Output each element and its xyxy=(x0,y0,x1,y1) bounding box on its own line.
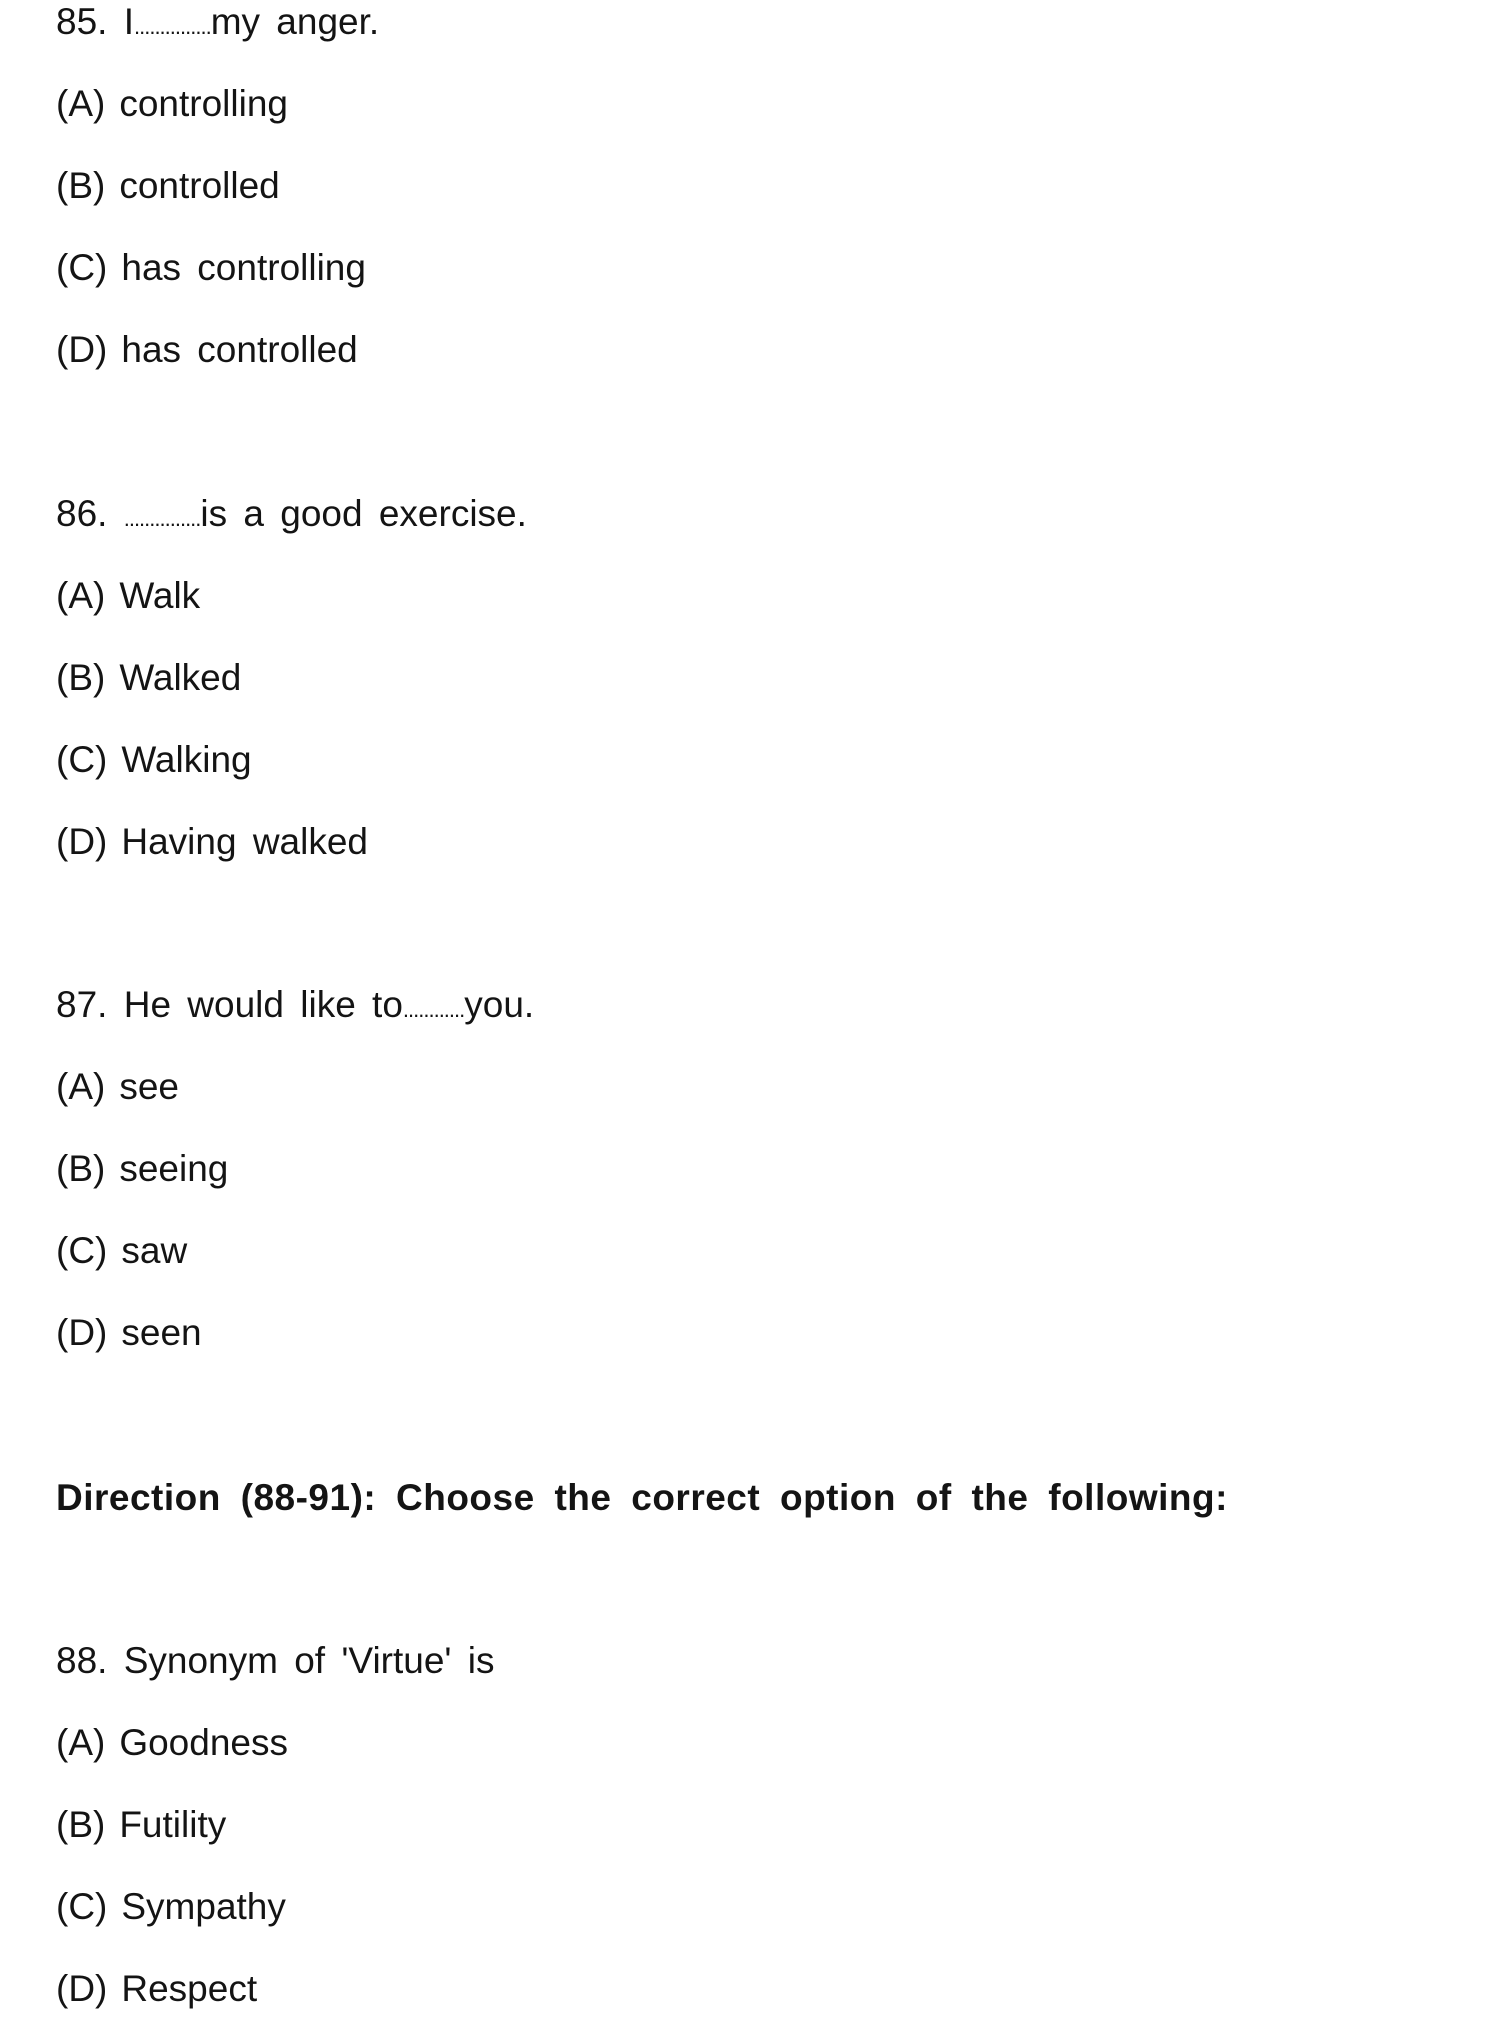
direction-heading: Direction (88-91): Choose the correct option of the following: xyxy=(56,1477,1228,1518)
question-pre: He would like to xyxy=(123,984,403,1025)
option-label: (C) xyxy=(56,1886,108,1927)
option-text: saw xyxy=(121,1230,188,1271)
option-label: (B) xyxy=(56,1804,106,1845)
option-label: (B) xyxy=(56,165,106,206)
question-pre: Synonym of 'Virtue' is xyxy=(123,1640,495,1681)
question-post: my anger. xyxy=(210,1,380,42)
option-text: controlled xyxy=(119,165,280,206)
answer-option xyxy=(56,820,368,864)
question-blank: ............... xyxy=(134,14,211,39)
answer-option xyxy=(56,738,252,782)
answer-option xyxy=(56,1721,288,1765)
option-text: Walking xyxy=(121,739,252,780)
option-text: seeing xyxy=(119,1148,229,1189)
option-label: (C) xyxy=(56,739,108,780)
answer-option xyxy=(56,1967,257,2011)
option-text: seen xyxy=(121,1312,202,1353)
answer-option xyxy=(56,656,241,700)
option-label: (A) xyxy=(56,1722,106,1763)
answer-option xyxy=(56,1311,202,1355)
question-stem xyxy=(56,1639,494,1688)
question-number: 87. xyxy=(56,984,108,1025)
option-label: (A) xyxy=(56,83,106,124)
question-blank: ............... xyxy=(123,506,201,531)
option-text: has controlling xyxy=(121,247,366,288)
option-text: controlling xyxy=(119,83,288,124)
option-text: Walk xyxy=(119,575,201,616)
answer-option xyxy=(56,328,358,372)
option-text: Respect xyxy=(121,1968,258,2009)
option-text: Goodness xyxy=(119,1722,288,1763)
question-number: 88. xyxy=(56,1640,108,1681)
option-label: (D) xyxy=(56,821,108,862)
option-label: (D) xyxy=(56,1968,108,2009)
option-label: (C) xyxy=(56,247,108,288)
answer-option xyxy=(56,164,280,208)
answer-option xyxy=(56,1885,286,1929)
question-number: 86. xyxy=(56,493,108,534)
answer-option xyxy=(56,1065,179,1109)
question-post: is a good exercise. xyxy=(200,493,527,534)
option-label: (D) xyxy=(56,1312,108,1353)
question-stem xyxy=(56,492,527,541)
answer-option xyxy=(56,1803,226,1847)
answer-option xyxy=(56,246,366,290)
question-stem xyxy=(56,0,379,49)
option-text: Walked xyxy=(119,657,242,698)
option-label: (A) xyxy=(56,1066,106,1107)
option-text: Sympathy xyxy=(121,1886,286,1927)
question-number: 85. xyxy=(56,1,108,42)
option-label: (B) xyxy=(56,657,106,698)
answer-option xyxy=(56,574,200,618)
answer-option xyxy=(56,1229,187,1273)
option-label: (D) xyxy=(56,329,108,370)
answer-option xyxy=(56,1147,228,1191)
option-label: (A) xyxy=(56,575,106,616)
option-text: Futility xyxy=(119,1804,227,1845)
option-label: (C) xyxy=(56,1230,108,1271)
question-blank: ............ xyxy=(402,997,465,1022)
option-text: has controlled xyxy=(121,329,358,370)
question-stem xyxy=(56,983,534,1032)
option-label: (B) xyxy=(56,1148,106,1189)
answer-option xyxy=(56,82,288,126)
question-pre: I xyxy=(123,1,134,42)
option-text: see xyxy=(119,1066,179,1107)
question-post: you. xyxy=(464,984,535,1025)
option-text: Having walked xyxy=(121,821,369,862)
